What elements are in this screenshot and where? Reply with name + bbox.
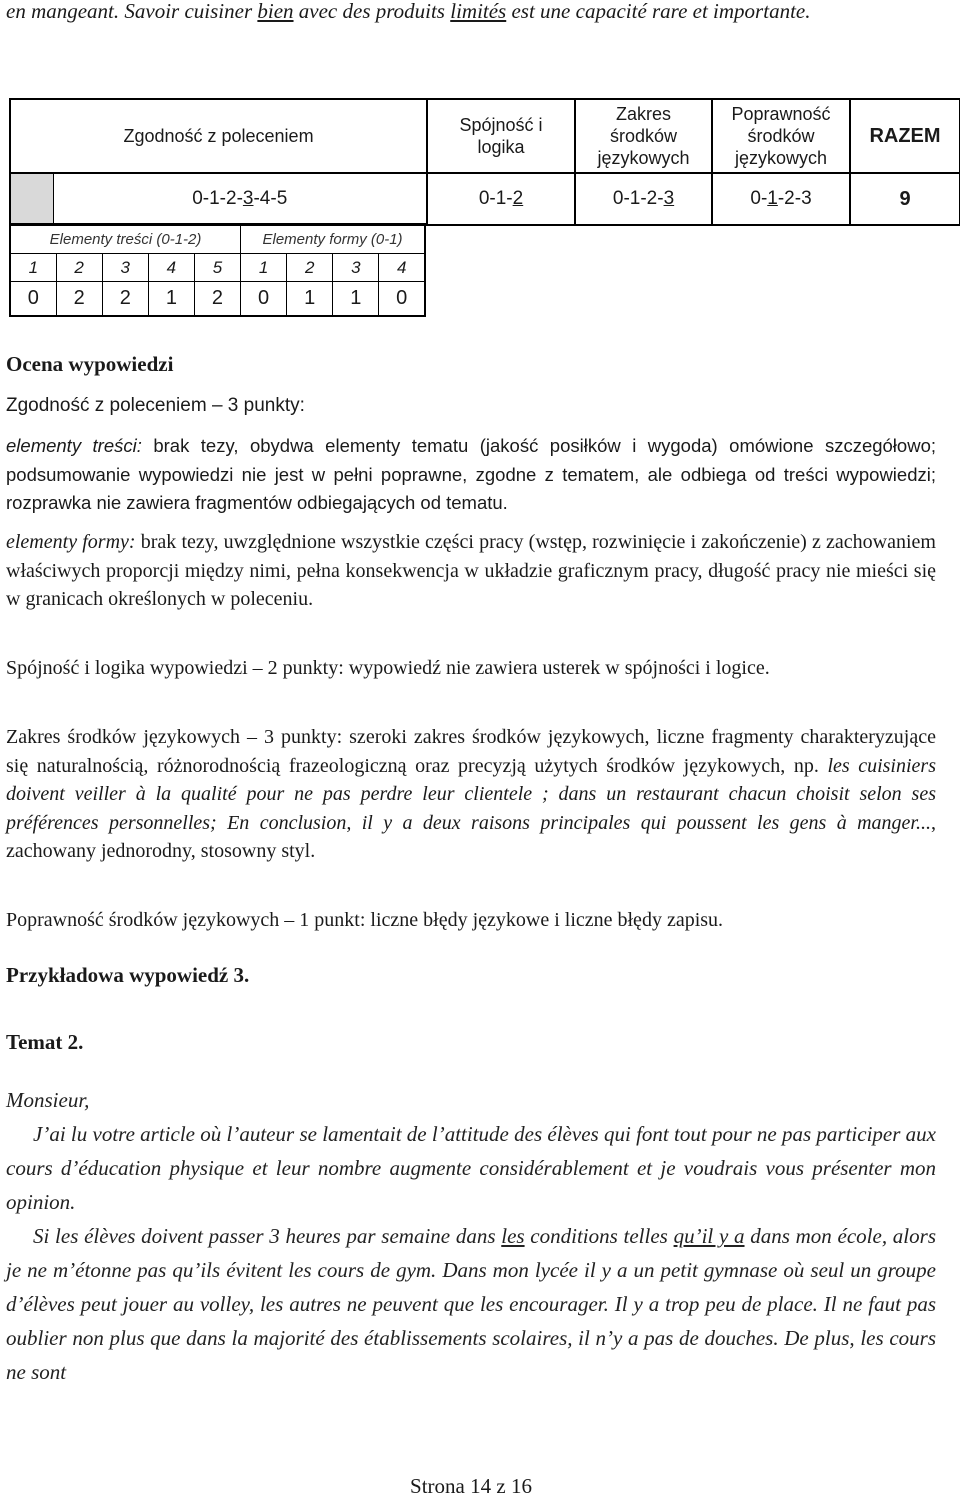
letter-paragraph-1: J’ai lu votre article où l’auteur se lamentait de l’attitude des élèves qui font tout pour ne pas participer aux cours d’éducation physique et leur nombre augmente considérablement et je voudrais vous présenter mon opinion. bbox=[6, 1122, 936, 1214]
elementy-formy-paragraph bbox=[6, 528, 936, 614]
score-spojnosc-selected: 2 bbox=[512, 188, 524, 209]
letter-p2-text-a: Si les élèves doivent passer 3 heures par semaine dans bbox=[33, 1224, 502, 1248]
letter-salutation: Monsieur, bbox=[6, 1088, 90, 1112]
header-spojnosc bbox=[427, 99, 575, 173]
score-zgodnosc bbox=[53, 173, 427, 225]
score-zakres bbox=[575, 173, 712, 225]
score-zakres-pre: 0-1-2- bbox=[612, 188, 664, 209]
spojnosc-paragraph: Spójność i logika wypowiedzi – 2 punkty: wypowiedź nie zawiera usterek w spójności i logice. bbox=[6, 657, 770, 679]
intro-underlined-2: limités bbox=[450, 0, 507, 23]
score-table bbox=[9, 98, 960, 226]
score-zgodnosc-selected: 3 bbox=[242, 188, 254, 209]
header-zakres bbox=[575, 99, 712, 173]
score-zakres-selected: 3 bbox=[663, 188, 675, 209]
element-score: 0 bbox=[10, 282, 56, 317]
example-heading: Przykładowa wypowiedź 3. bbox=[6, 963, 250, 987]
intro-text-1: en mangeant. Savoir cuisiner bbox=[6, 0, 258, 23]
element-score: 0 bbox=[379, 282, 425, 317]
header-poprawnosc-label: Poprawność środków językowych bbox=[731, 104, 831, 168]
zakres-paragraph bbox=[6, 723, 936, 866]
letter-p2-text-c: dans mon école, alors je ne m’étonne pas qu’ils évitent les cours de gym. Dans mon lycée il y a un petit gymnase où seul un groupe d’élèves peut jouer au volley, les autres ne peuvent que les encourager. Il y a trop peu de place. Il ne faut pas oublier non plus que dans la majorité des établissements scolaires, il n’y a pas de douches. De plus, les cours ne sont bbox=[6, 1224, 936, 1384]
letter-p2-underlined-1: les bbox=[501, 1224, 525, 1248]
element-score: 2 bbox=[102, 282, 148, 317]
elementy-tresci-term: elementy treści: bbox=[6, 435, 142, 456]
zakres-end: , zachowany jednorodny, stosowny styl. bbox=[6, 811, 936, 862]
element-number: 4 bbox=[148, 254, 194, 282]
intro-underlined-1: bien bbox=[257, 0, 294, 23]
score-zgodnosc-post: -4-5 bbox=[253, 188, 288, 209]
letter-paragraph-2 bbox=[6, 1219, 936, 1389]
letter-p2-underlined-2: qu’il y a bbox=[673, 1224, 745, 1248]
intro-text-2: avec des produits bbox=[293, 0, 451, 23]
header-spojnosc-label: Spójność i logika bbox=[459, 115, 543, 157]
header-poprawnosc bbox=[712, 99, 850, 173]
score-razem: 9 bbox=[850, 173, 960, 225]
elementy-tresci-text: brak tezy, obydwa elementy tematu (jakość posiłków i wygoda) omówione szczegółowo; podsumowanie wypowiedzi nie jest w pełni poprawne, zgodne z tematem, ale odbiega od treści wypowiedzi; rozprawka nie zawiera fragmentów odbiegających od tematu. bbox=[6, 435, 936, 513]
letter-body bbox=[6, 1083, 936, 1389]
element-number: 5 bbox=[194, 254, 240, 282]
letter-p2-text-b: conditions telles bbox=[524, 1224, 674, 1248]
elementy-formy-text: brak tezy, uwzględnione wszystkie części pracy (wstęp, rozwinięcie i zakończenie) z zachowaniem właściwych proporcji między nimi, pełna konsekwencja w układzie graficznym pracy, długość pracy nie mieści się w granicach określonych w poleceniu. bbox=[6, 531, 936, 610]
element-number: 4 bbox=[379, 254, 425, 282]
intro-paragraph bbox=[6, 0, 936, 29]
elementy-tresci-paragraph bbox=[6, 432, 936, 518]
score-spojnosc-pre: 0-1- bbox=[478, 188, 513, 209]
element-number: 3 bbox=[102, 254, 148, 282]
ocena-zgodnosc: Zgodność z poleceniem – 3 punkty: bbox=[6, 395, 305, 416]
ocena-heading: Ocena wypowiedzi bbox=[6, 352, 174, 376]
element-score: 2 bbox=[194, 282, 240, 317]
shaded-cell bbox=[10, 173, 53, 225]
element-score: 2 bbox=[56, 282, 102, 317]
score-spojnosc bbox=[427, 173, 575, 225]
score-poprawnosc-pre: 0- bbox=[750, 188, 768, 209]
header-zakres-label: Zakres środków językowych bbox=[597, 104, 690, 168]
header-razem: RAZEM bbox=[850, 99, 960, 173]
page-footer: Strona 14 z 16 bbox=[410, 1474, 532, 1498]
temat-heading: Temat 2. bbox=[6, 1030, 84, 1054]
elementy-tresci-label: Elementy treści (0-1-2) bbox=[10, 224, 241, 254]
elementy-formy-label: Elementy formy (0-1) bbox=[241, 224, 425, 254]
element-score: 1 bbox=[333, 282, 379, 317]
score-poprawnosc-post: -2-3 bbox=[777, 188, 812, 209]
score-zgodnosc-pre: 0-1-2- bbox=[192, 188, 243, 209]
element-number: 1 bbox=[10, 254, 56, 282]
header-zgodnosc: Zgodność z poleceniem bbox=[10, 99, 427, 173]
element-score: 1 bbox=[148, 282, 194, 317]
intro-text-3: est une capacité rare et importante. bbox=[506, 0, 811, 23]
elements-table bbox=[9, 223, 426, 317]
poprawnosc-paragraph: Poprawność środków językowych – 1 punkt: liczne błędy językowe i liczne błędy zapisu. bbox=[6, 909, 724, 931]
element-number: 3 bbox=[333, 254, 379, 282]
element-number: 2 bbox=[56, 254, 102, 282]
element-number: 1 bbox=[241, 254, 287, 282]
element-score: 0 bbox=[241, 282, 287, 317]
elementy-formy-term: elementy formy: bbox=[6, 531, 136, 553]
zakres-text: Zakres środków językowych – 3 punkty: szeroki zakres środków językowych, liczne fragmenty charakteryzujące się naturalnością, różnorodnością frazeologiczną oraz precyzją użytych środków językowych, np. bbox=[6, 726, 936, 777]
element-number: 2 bbox=[287, 254, 333, 282]
element-score: 1 bbox=[287, 282, 333, 317]
score-poprawnosc-selected: 1 bbox=[767, 188, 778, 209]
score-poprawnosc bbox=[712, 173, 850, 225]
zakres-example: les cuisiniers doivent veiller à la qualité pour ne pas perdre leur clientele ; dans un restaurant chacun choisit selon ses préférences personnelles; En conclusion, il y a deux raisons principales qui poussent les gens à manger... bbox=[6, 754, 936, 834]
